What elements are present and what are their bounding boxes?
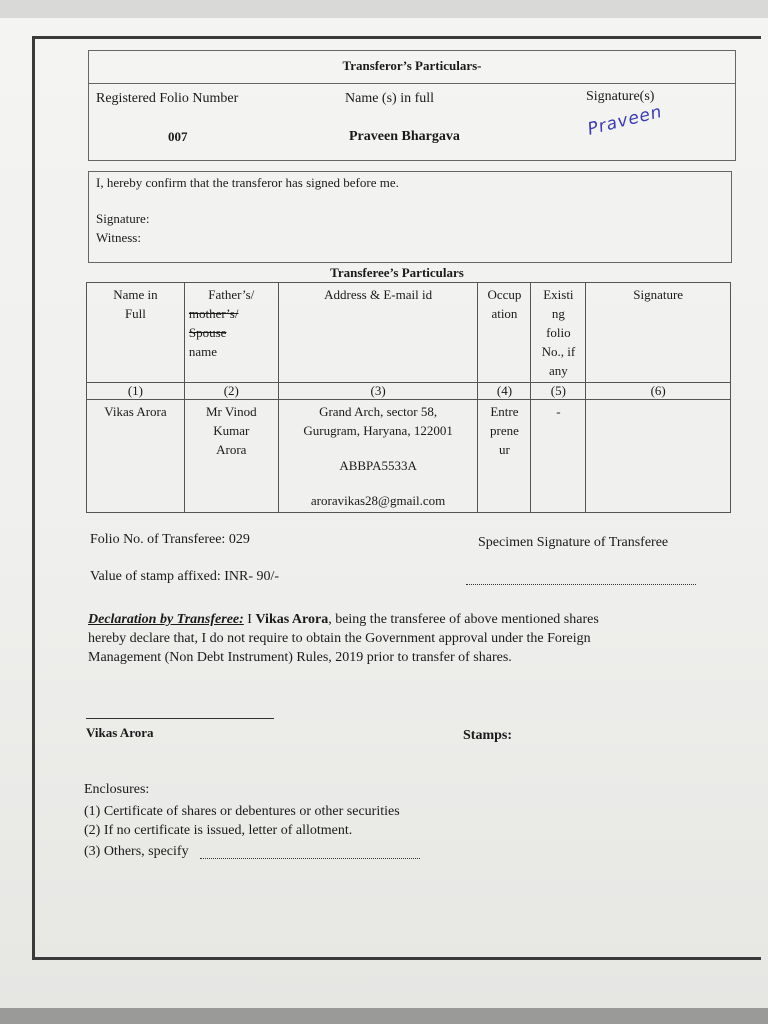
enclosure-item: (1) Certificate of shares or debentures or other securities xyxy=(84,804,400,819)
specimen-signature-line xyxy=(466,584,696,585)
transferee-folio: Folio No. of Transferee: 029 xyxy=(90,532,250,547)
transferee-existing-folio: - xyxy=(531,400,586,513)
transferee-signature-cell xyxy=(586,400,731,513)
enclosure-item: (3) Others, specify xyxy=(84,844,189,859)
name-column-label: Name (s) in full xyxy=(345,91,435,106)
table-header-row xyxy=(87,283,731,383)
header-existing-folio: Existi ng folio No., if any xyxy=(531,283,586,383)
declaration-line1: Declaration by Transferee: I Vikas Arora, being the transferee of above mentioned shares xyxy=(88,612,599,627)
signatory-line xyxy=(86,718,274,719)
table-row xyxy=(87,400,731,513)
folio-column-label: Registered Folio Number xyxy=(96,91,239,106)
declaration-name: Vikas Arora xyxy=(255,612,329,627)
witness-label: Witness: xyxy=(96,230,141,245)
transferee-occupation: Entre prene ur xyxy=(478,400,531,513)
header-name: Name in Full xyxy=(87,283,185,383)
header-address: Address & E-mail id xyxy=(278,283,478,383)
specimen-signature-label: Specimen Signature of Transferee xyxy=(478,535,669,550)
signature-column-label: Signature(s) xyxy=(586,89,655,104)
header-occupation: Occup ation xyxy=(478,283,531,383)
transferee-name: Vikas Arora xyxy=(87,400,185,513)
table-number-row: (1) (2) (3) (4) (5) (6) xyxy=(87,383,731,400)
enclosures-title: Enclosures: xyxy=(84,782,150,797)
declaration-title: Declaration by Transferee: xyxy=(88,612,244,627)
stamps-label: Stamps: xyxy=(463,728,513,743)
transferee-father-name: Mr Vinod Kumar Arora xyxy=(184,400,278,513)
signatory-name: Vikas Arora xyxy=(86,725,154,740)
declaration-line3: Management (Non Debt Instrument) Rules, 2019 prior to transfer of shares. xyxy=(88,650,512,665)
others-specify-line xyxy=(200,858,420,859)
declaration-line2: hereby declare that, I do not require to obtain the Government approval under the Foreign xyxy=(88,631,591,646)
transferee-table xyxy=(86,282,731,513)
transferor-heading-divider xyxy=(88,83,736,84)
header-signature: Signature xyxy=(586,283,731,383)
witness-confirm-text: I, hereby confirm that the transferor has signed before me. xyxy=(96,175,399,190)
witness-signature-label: Signature: xyxy=(96,211,150,226)
transferor-heading: Transferor’s Particulars- xyxy=(342,58,482,73)
transferee-email: aroravikas28@gmail.com xyxy=(310,493,446,508)
stamp-value: Value of stamp affixed: INR- 90/- xyxy=(90,569,280,584)
transferee-pan: ABBPA5533A xyxy=(339,458,417,473)
enclosure-item: (2) If no certificate is issued, letter of allotment. xyxy=(84,823,353,838)
header-father: Father’s/ mother’s/ Spouse name xyxy=(184,283,278,383)
transferor-name-value: Praveen Bhargava xyxy=(349,129,460,144)
transferee-heading: Transferee’s Particulars xyxy=(330,265,464,280)
transferor-folio-value: 007 xyxy=(168,129,188,144)
page-edge-shadow xyxy=(0,1008,768,1024)
transferee-address: Grand Arch, sector 58, Gurugram, Haryana, 122001 ABBPA5533A aroravikas28@gmail.com xyxy=(278,400,478,513)
transferor-signature: Praveen xyxy=(585,101,665,140)
